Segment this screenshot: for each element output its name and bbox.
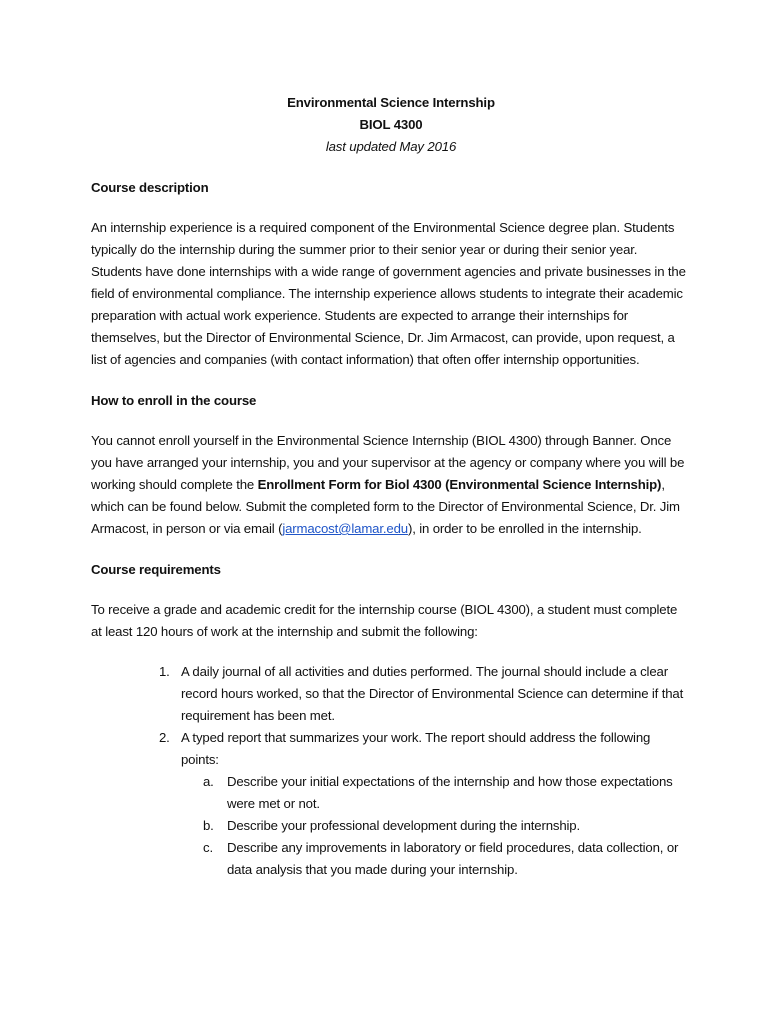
email-link[interactable]: jarmacost@lamar.edu (282, 521, 408, 536)
requirement-item (91, 661, 691, 727)
requirements-intro: To receive a grade and academic credit for the internship course (BIOL 4300), a student must complete at least 120 hours of work at the internship and submit the following: (91, 602, 678, 639)
report-point-text: Describe your professional development during the internship. (227, 818, 580, 833)
document-title: Environmental Science Internship (287, 95, 495, 110)
requirements-heading: Course requirements (91, 562, 221, 577)
enroll-heading: How to enroll in the course (91, 393, 257, 408)
requirement-number: 2. (159, 730, 170, 745)
report-point (181, 815, 691, 837)
report-point-text: Describe any improvements in laboratory or field procedures, data collection, or data analysis that you made during your internship. (227, 840, 679, 877)
enroll-text-1: You cannot enroll yourself in the Environmental Science Internship (BIOL 4300) through Banner. Once you have arranged your internship, you and your supervisor at the agency or company where you will be working should complete the (91, 433, 685, 492)
requirement-item (91, 727, 691, 881)
report-point-letter: c. (203, 840, 213, 855)
report-point (181, 771, 691, 815)
report-point-letter: a. (203, 774, 214, 789)
report-point (181, 837, 691, 881)
report-point-text: Describe your initial expectations of the internship and how those expectations were met or not. (227, 774, 673, 811)
enroll-text-3: ), in order to be enrolled in the internship. (407, 521, 642, 536)
last-updated: last updated May 2016 (325, 139, 457, 154)
requirements-list (91, 661, 691, 881)
course-code: BIOL 4300 (359, 117, 423, 132)
enrollment-form-name: Enrollment Form for Biol 4300 (Environmental Science Internship) (257, 477, 662, 492)
course-description-heading: Course description (91, 180, 209, 195)
enroll-body (91, 430, 691, 540)
course-description-body: An internship experience is a required component of the Environmental Science degree plan. Students typically do the internship during the summer prior to their senior year or during their senior year. Students have done internships with a wide range of government agencies and private businesses in the field of environmental compliance. The internship experience allows students to integrate their academic preparation with actual work experience. Students are expected to arrange their internships for themselves, but the Director of Environmental Science, Dr. Jim Armacost, can provide, upon request, a list of agencies and companies (with contact information) that often offer internship opportunities. (91, 220, 686, 367)
enroll-text-2: , which can be found below. Submit the completed form to the Director of Environmental Science, Dr. Jim Armacost, in person or via email ( (91, 477, 680, 536)
document-page (91, 92, 691, 881)
report-points-list (181, 771, 691, 881)
requirement-text: A daily journal of all activities and duties performed. The journal should include a clear record hours worked, so that the Director of Environmental Science can determine if that requirement has been met. (181, 664, 684, 723)
report-point-letter: b. (203, 818, 214, 833)
requirement-number: 1. (159, 664, 170, 679)
requirement-text: A typed report that summarizes your work. The report should address the following points: (181, 730, 651, 767)
